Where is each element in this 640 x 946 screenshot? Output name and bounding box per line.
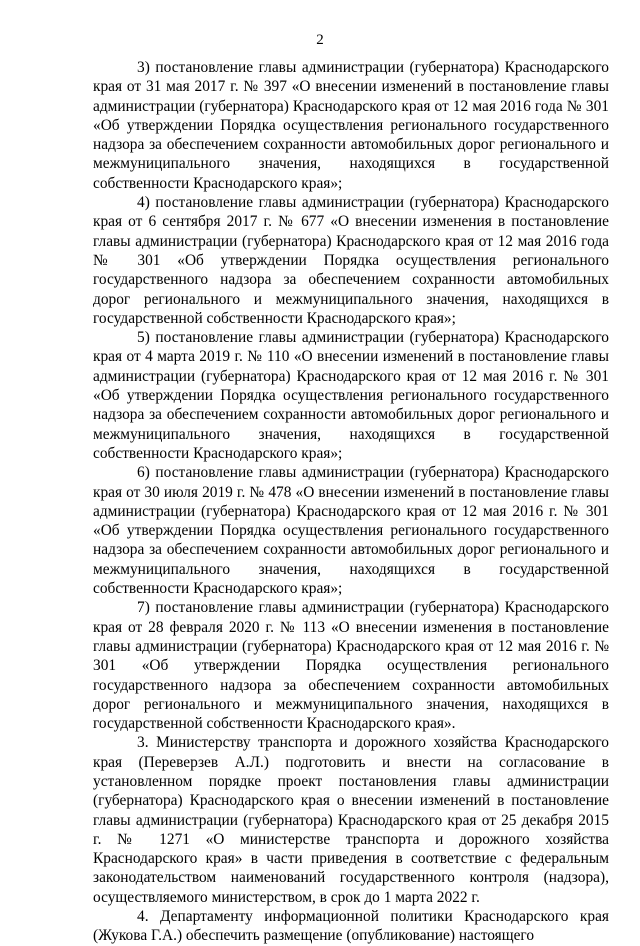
document-body bbox=[93, 58, 609, 946]
paragraph-section-4: 4. Департаменту информационной политики Краснодарского края (Жукова Г.А.) обеспечить размещение (опубликование) настоящего bbox=[93, 908, 609, 945]
paragraph-item-4: 4) постановление главы администрации (губернатора) Краснодарского края от 6 сентября 2017 г. № 677 «О внесении изменения в постановление главы администрации (губернатора) Краснодарского края от 12 мая 2016 года № 301 «Об утверждении Порядка осуществления регионального государственного надзора за обеспечением сохранности автомобильных дорог регионального и межмуниципального значения, находящихся в государственной собственности Краснодарского края»; bbox=[93, 194, 609, 327]
paragraph-item-3: 3) постановление главы администрации (губернатора) Краснодарского края от 31 мая 2017 г. № 397 «О внесении изменений в постановление главы администрации (губернатора) Краснодарского края от 12 мая 2016 года № 301 «Об утверждении Порядка осуществления регионального государственного надзора за обеспечением сохранности автомобильных дорог регионального и межмуниципального значения, находящихся в государственной собственности Краснодарского края»; bbox=[93, 59, 609, 192]
page-number: 2 bbox=[316, 32, 324, 48]
paragraph-item-5: 5) постановление главы администрации (губернатора) Краснодарского края от 4 марта 2019 г. № 110 «О внесении изменений в постановление главы администрации (губернатора) Краснодарского края от 12 мая 2016 г. № 301 «Об утверждении Порядка осуществления регионального государственного надзора за обеспечением сохранности автомобильных дорог регионального и межмуниципального значения, находящихся в государственной собственности Краснодарского края»; bbox=[93, 329, 609, 462]
paragraph-section-3: 3. Министерству транспорта и дорожного хозяйства Краснодарского края (Переверзев А.Л.) подготовить и внести на согласование в установленном порядке проект постановления главы администрации (губернатора) Краснодарского края о внесении изменений в постановление главы администрации (губернатора) Краснодарского края от 25 декабря 2015 г. № 1271 «О министерстве транспорта и дорожного хозяйства Краснодарского края» в части приведения в соответствие с федеральным законодательством наименований государственного контроля (надзора), осуществляемого министерством, в срок до 1 марта 2022 г. bbox=[93, 734, 609, 906]
paragraph-item-7: 7) постановление главы администрации (губернатора) Краснодарского края от 28 февраля 2020 г. № 113 «О внесении изменения в постановление главы администрации (губернатора) Краснодарского края от 12 мая 2016 г. № 301 «Об утверждении Порядка осуществления регионального государственного надзора за обеспечением сохранности автомобильных дорог регионального и межмуниципального значения, находящихся в государственной собственности Краснодарского края». bbox=[93, 599, 609, 733]
paragraph-item-6: 6) постановление главы администрации (губернатора) Краснодарского края от 30 июля 2019 г. № 478 «О внесении изменений в постановление главы администрации (губернатора) Краснодарского края от 12 мая 2016 г. № 301 «Об утверждении Порядка осуществления регионального государственного надзора за обеспечением сохранности автомобильных дорог регионального и межмуниципального значения, находящихся в государственной собственности Краснодарского края»; bbox=[93, 464, 609, 598]
